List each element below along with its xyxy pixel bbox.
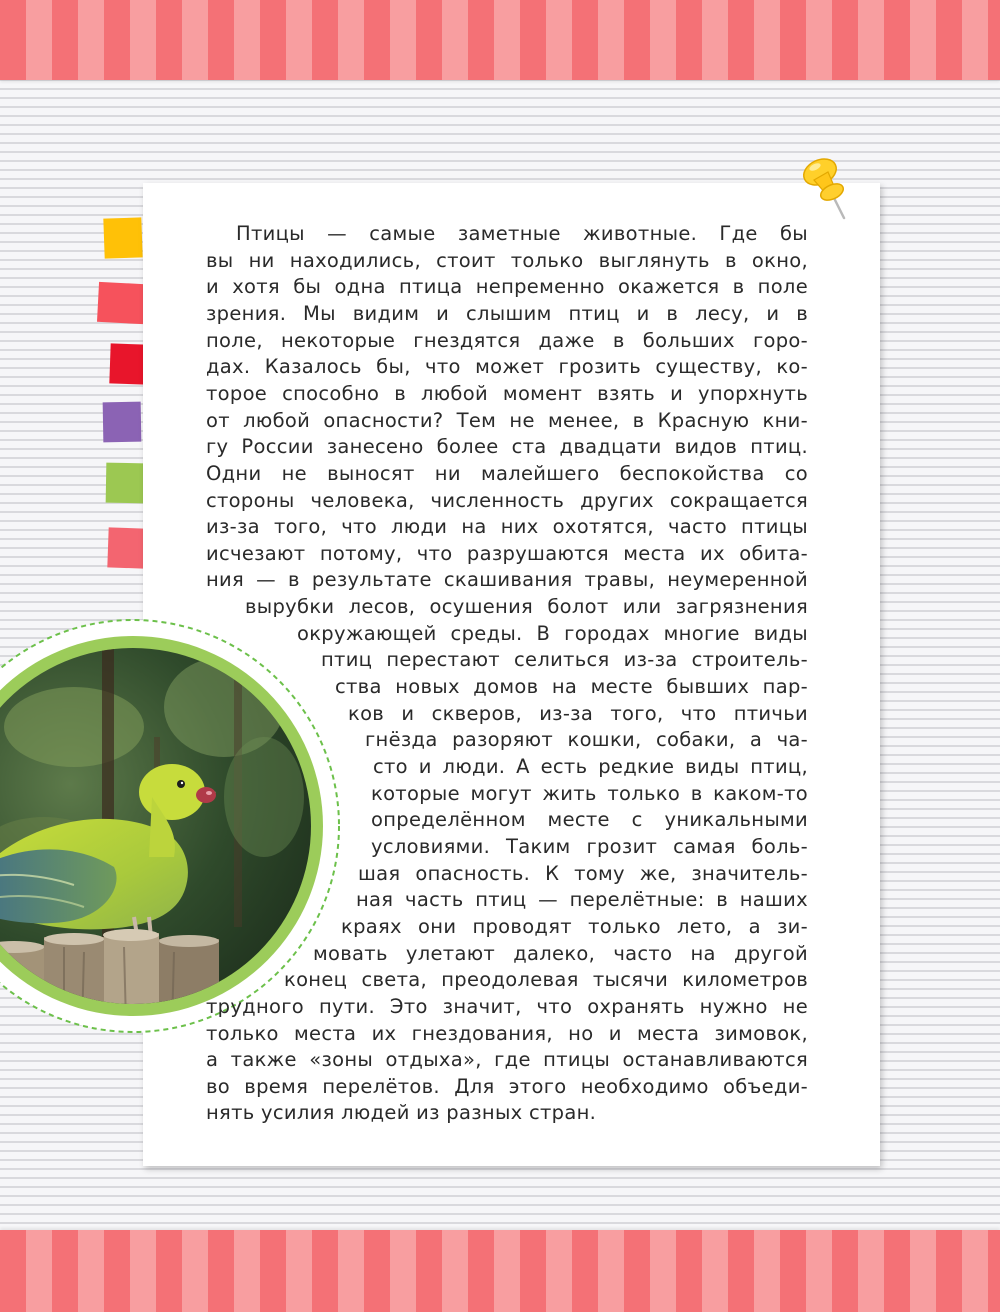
text-line: которые могут жить только в каком-то (371, 781, 808, 805)
text-line: дах. Казалось бы, что может грозить существу, ко- (206, 355, 808, 379)
text-line: зрения. Мы видим и слышим птиц и в лесу, и в (206, 301, 808, 325)
text-line: краях они проводят только лето, а зи- (341, 914, 808, 938)
text-line: стороны человека, численность других сокращается (206, 488, 808, 512)
text-line: поле, некоторые гнездятся даже в больших горо- (206, 328, 808, 352)
text-line: вы ни находились, стоит только выглянуть в окно, (206, 248, 808, 272)
text-line: во время перелётов. Для этого необходимо объеди- (206, 1074, 808, 1098)
text-line: торое способно в любой момент взять и упорхнуть (206, 381, 808, 405)
text-line: сто и люди. А есть редкие виды птиц, (373, 755, 808, 778)
text-line: птиц перестают селиться из-за строитель- (321, 648, 808, 672)
text-line: окружающей среды. В городах многие виды (297, 621, 808, 645)
text-line: и хотя бы одна птица непременно окажется в поле (206, 275, 808, 299)
text-line: только места их гнездования, но и места зимовок, (206, 1021, 808, 1045)
text-line: шая опасность. К тому же, значитель- (358, 861, 808, 885)
text-line: исчезают потому, что разрушаются места их обита- (206, 541, 808, 565)
text-line: мовать улетают далеко, часто на другой (313, 941, 808, 965)
text-line: Птицы — самые заметные животные. Где бы (236, 222, 808, 245)
text-line: условиями. Таким грозит самая боль- (371, 834, 808, 858)
text-line: гу России занесено более ста двадцати видов птиц. (206, 435, 808, 459)
text-line: ства новых домов на месте бывших пар- (335, 675, 808, 699)
text-line: определённом месте с уникальными (371, 808, 808, 832)
text-line: гнёзда разоряют кошки, собаки, а ча- (365, 728, 808, 752)
text-line: Одни не выносят ни малейшего беспокойства со (206, 461, 808, 485)
text-line: ная часть птиц — перелётные: в наших (356, 888, 808, 912)
text-line: а также «зоны отдыха», где птицы останавливаются (206, 1048, 808, 1072)
text-line: трудного пути. Это значит, что охранять нужно не (206, 994, 808, 1018)
text-line: нять усилия людей из разных стран. (206, 1101, 597, 1125)
text-line: конец света, преодолевая тысячи километров (284, 968, 808, 992)
text-line: от любой опасности? Тем не менее, в Красную кни- (206, 408, 808, 432)
text-line: из-за того, что люди на них охотятся, часто птицы (206, 515, 808, 539)
text-line: ния — в результате скашивания травы, неумеренной (206, 568, 808, 592)
text-line: вырубки лесов, осушения болот или загрязнения (245, 595, 808, 619)
text-line: ков и скверов, из-за того, что птичьи (348, 701, 808, 725)
